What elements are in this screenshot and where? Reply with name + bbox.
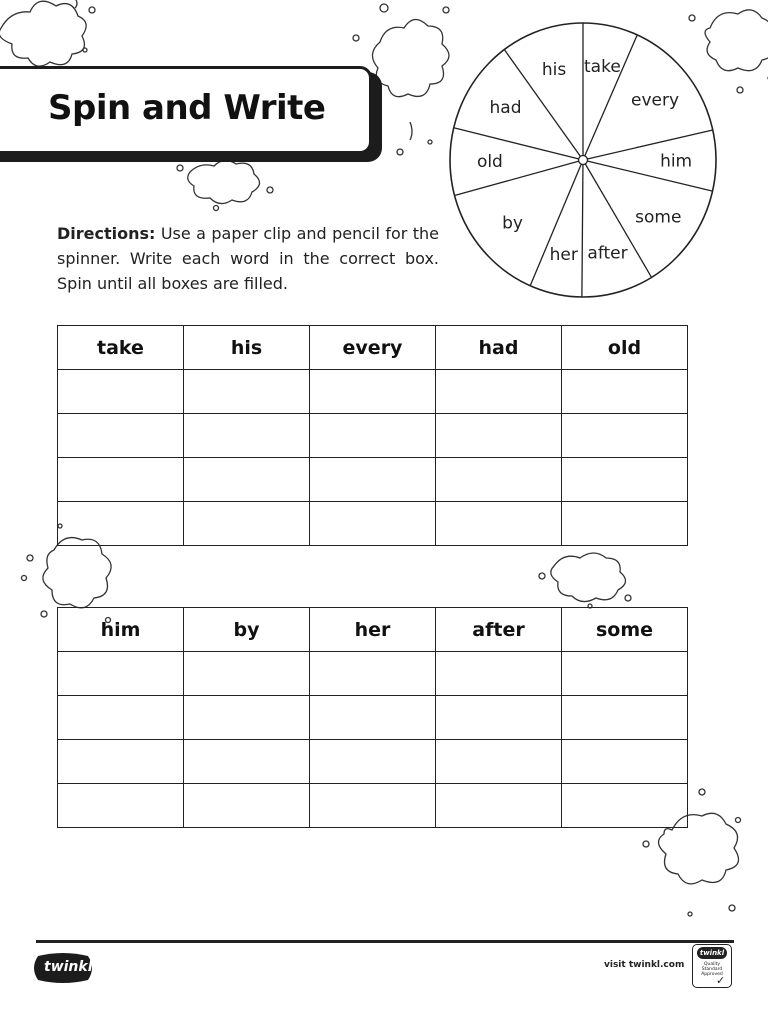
write-box[interactable] — [310, 784, 436, 828]
write-box[interactable] — [310, 740, 436, 784]
spinner-word: every — [631, 90, 680, 111]
write-box[interactable] — [436, 370, 562, 414]
spinner-word: old — [476, 152, 503, 173]
write-box[interactable] — [562, 784, 688, 828]
write-box[interactable] — [436, 696, 562, 740]
spinner-wheel — [445, 20, 725, 308]
write-box[interactable] — [562, 502, 688, 546]
write-box[interactable] — [562, 652, 688, 696]
write-box[interactable] — [58, 784, 184, 828]
write-box[interactable] — [184, 370, 310, 414]
write-box[interactable] — [562, 414, 688, 458]
write-box[interactable] — [436, 458, 562, 502]
spinner-center — [579, 156, 588, 165]
write-box[interactable] — [184, 740, 310, 784]
table-row — [58, 502, 688, 546]
spinner-word: had — [489, 97, 522, 118]
spinner-word: take — [584, 57, 621, 78]
column-header: his — [184, 326, 310, 370]
write-box[interactable] — [310, 458, 436, 502]
column-header: some — [562, 608, 688, 652]
column-header: old — [562, 326, 688, 370]
write-box[interactable] — [184, 414, 310, 458]
write-box[interactable] — [562, 370, 688, 414]
write-box[interactable] — [310, 502, 436, 546]
spinner-word: some — [635, 207, 682, 228]
write-box[interactable] — [58, 502, 184, 546]
quality-badge-caption: Quality Standard Approved — [701, 962, 723, 977]
write-box[interactable] — [58, 696, 184, 740]
paint-splat-decoration — [530, 540, 640, 610]
write-box[interactable] — [310, 696, 436, 740]
page-title: Spin and Write — [48, 88, 326, 128]
column-header: by — [184, 608, 310, 652]
write-box[interactable] — [436, 784, 562, 828]
spinner-word: by — [502, 213, 523, 234]
table-row — [58, 696, 688, 740]
write-box[interactable] — [562, 740, 688, 784]
write-box[interactable] — [310, 370, 436, 414]
write-box[interactable] — [562, 696, 688, 740]
column-header: after — [436, 608, 562, 652]
column-header: her — [310, 608, 436, 652]
write-box[interactable] — [184, 502, 310, 546]
write-box[interactable] — [58, 370, 184, 414]
column-header: him — [58, 608, 184, 652]
write-box[interactable] — [184, 784, 310, 828]
write-box[interactable] — [184, 652, 310, 696]
column-header: had — [436, 326, 562, 370]
word-table-2 — [57, 607, 688, 828]
write-box[interactable] — [436, 502, 562, 546]
word-table-1 — [57, 325, 688, 546]
directions-body: Use a paper clip and pencil for the spinner. Write each word in the correct box. Spin until all boxes are filled. — [57, 224, 439, 293]
write-box[interactable] — [184, 696, 310, 740]
visit-website-link[interactable]: visit twinkl.com — [604, 960, 685, 970]
write-box[interactable] — [58, 458, 184, 502]
write-box[interactable] — [58, 652, 184, 696]
spinner-word: him — [660, 151, 693, 172]
column-header: take — [58, 326, 184, 370]
write-box[interactable] — [310, 414, 436, 458]
table-header-row — [58, 326, 688, 370]
write-box[interactable] — [58, 740, 184, 784]
footer-divider — [36, 940, 734, 943]
table-row — [58, 370, 688, 414]
table-row — [58, 740, 688, 784]
table-header-row — [58, 608, 688, 652]
column-header: every — [310, 326, 436, 370]
table-row — [58, 784, 688, 828]
write-box[interactable] — [184, 458, 310, 502]
write-box[interactable] — [310, 652, 436, 696]
spinner-word: her — [549, 244, 578, 265]
write-box[interactable] — [436, 414, 562, 458]
table-row — [58, 414, 688, 458]
write-box[interactable] — [58, 414, 184, 458]
table-row — [58, 458, 688, 502]
checkmark-icon: ✓ — [716, 974, 726, 987]
directions-text — [57, 221, 439, 296]
write-box[interactable] — [562, 458, 688, 502]
spinner-word: after — [587, 243, 628, 264]
table-row — [58, 652, 688, 696]
write-box[interactable] — [436, 740, 562, 784]
directions-label: Directions: — [57, 224, 156, 243]
write-box[interactable] — [436, 652, 562, 696]
quality-badge-brand: twinkl — [697, 947, 727, 959]
twinkl-logo-text: twinkl — [44, 959, 93, 975]
spinner-word: his — [541, 59, 567, 80]
